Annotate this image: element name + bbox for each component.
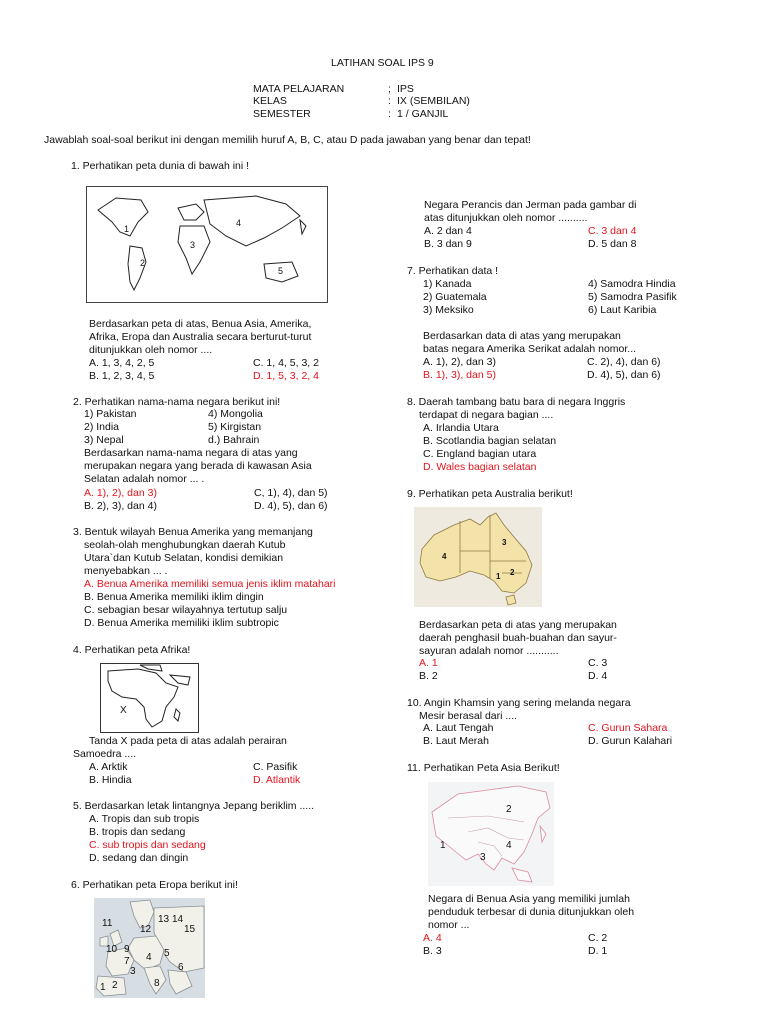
page-title: LATIHAN SOAL IPS 9 <box>331 57 434 69</box>
subject-value: IPS <box>397 83 414 95</box>
q7-option-c[interactable]: C. 2), 4), dan 6) <box>587 356 661 368</box>
q8-option-d[interactable]: D. Wales bagian selatan <box>423 461 537 473</box>
q2-list-item: 2) India <box>84 421 120 433</box>
africa-map <box>100 663 199 733</box>
q5-option-b[interactable]: B. tropis dan sedang <box>89 826 186 838</box>
asia-map-label: 4 <box>506 840 512 851</box>
q1-option-c[interactable]: C. 1, 4, 5, 3, 2 <box>253 357 319 369</box>
africa-map-label: X <box>120 705 127 716</box>
q3-option-d[interactable]: D. Benua Amerika memiliki iklim subtropic <box>84 617 279 629</box>
q9-option-d[interactable]: D. 4 <box>588 670 608 682</box>
semester-value: 1 / GANJIL <box>397 108 449 120</box>
q11-text: nomor ... <box>428 919 470 931</box>
europe-map-label: 13 <box>158 914 170 925</box>
q3-text: Utara`dan Kutub Selatan, kondisi demikian <box>84 552 284 564</box>
europe-map-label: 8 <box>154 978 160 989</box>
instruction: Jawablah soal-soal berikut ini dengan memilih huruf A, B, C, atau D pada jawaban yang benar dan tepat! <box>44 134 531 146</box>
q1-option-d[interactable]: D. 1, 5, 3, 2, 4 <box>253 370 319 382</box>
europe-map-label: 2 <box>112 980 118 991</box>
q9-text: Berdasarkan peta di atas yang merupakan <box>419 619 617 631</box>
q1-prompt: 1. Perhatikan peta dunia di bawah ini ! <box>71 160 250 172</box>
subject-label: MATA PELAJARAN <box>253 83 345 95</box>
subject-sep: ; <box>388 83 391 95</box>
q7-list-item: 5) Samodra Pasifik <box>588 291 677 303</box>
australia-map-label: 4 <box>442 552 447 561</box>
europe-map-label: 10 <box>106 944 118 955</box>
q8-option-b[interactable]: B. Scotlandia bagian selatan <box>423 435 557 447</box>
europe-map-label: 6 <box>178 962 184 973</box>
q2-text: merupakan negara yang berada di kawasan Asia <box>84 460 312 472</box>
q4-text: Samoedra .... <box>73 748 137 760</box>
australia-map-label: 2 <box>510 568 515 577</box>
q5-option-d[interactable]: D. sedang dan dingin <box>89 852 189 864</box>
europe-map-label: 14 <box>172 914 184 925</box>
q7-option-d[interactable]: D. 4), 5), dan 6) <box>587 369 661 381</box>
asia-map <box>428 782 554 886</box>
europe-map-label: 9 <box>124 944 130 955</box>
q9-option-a[interactable]: A. 1 <box>419 657 438 669</box>
q7-prompt: 7. Perhatikan data ! <box>407 265 499 277</box>
q7-list-item: 2) Guatemala <box>423 291 487 303</box>
q11-option-d[interactable]: D. 1 <box>588 945 608 957</box>
q3-text: seolah-olah menghubungkan daerah Kutub <box>84 539 286 551</box>
q1-text: ditunjukkan oleh nomor .... <box>89 344 213 356</box>
europe-map-label: 4 <box>146 952 152 963</box>
q1-option-a[interactable]: A. 1, 3, 4, 2, 5 <box>89 357 155 369</box>
q11-option-b[interactable]: B. 3 <box>423 945 442 957</box>
q2-option-d[interactable]: D. 4), 5), dan 6) <box>254 500 328 512</box>
semester-sep: : <box>388 108 391 120</box>
asia-map-label: 3 <box>480 852 486 863</box>
q2-list-item: d.) Bahrain <box>208 434 260 446</box>
q7-list-item: 3) Meksiko <box>423 304 474 316</box>
q6-option-d[interactable]: D. 5 dan 8 <box>588 238 637 250</box>
australia-map-label: 3 <box>502 538 507 547</box>
q7-list-item: 1) Kanada <box>423 278 472 290</box>
world-map-label: 2 <box>140 258 146 268</box>
europe-map <box>94 898 205 998</box>
q7-option-b[interactable]: B. 1), 3), dan 5) <box>423 369 496 381</box>
q7-text: batas negara Amerika Serikat adalah nomor... <box>423 343 637 355</box>
q7-list-item: 6) Laut Karibia <box>588 304 657 316</box>
q1-text: Afrika, Eropa dan Australia secara berturut-turut <box>89 331 312 343</box>
asia-map-label: 1 <box>440 840 446 851</box>
q2-option-a[interactable]: A. 1), 2), dan 3) <box>84 487 157 499</box>
q8-option-a[interactable]: A. Irlandia Utara <box>423 422 499 434</box>
q10-option-a[interactable]: A. Laut Tengah <box>423 722 494 734</box>
class-sep: : <box>388 95 391 107</box>
q11-option-a[interactable]: A. 4 <box>423 932 442 944</box>
q10-option-b[interactable]: B. Laut Merah <box>423 735 489 747</box>
class-value: IX (SEMBILAN) <box>397 95 470 107</box>
q7-list-item: 4) Samodra Hindia <box>588 278 676 290</box>
europe-map-label: 7 <box>124 956 130 967</box>
q2-prompt: 2. Perhatikan nama-nama negara berikut ini! <box>73 396 281 408</box>
q2-option-b[interactable]: B. 2), 3), dan 4) <box>84 500 157 512</box>
q5-option-a[interactable]: A. Tropis dan sub tropis <box>89 813 200 825</box>
q2-list-item: 3) Nepal <box>84 434 124 446</box>
q10-text: 10. Angin Khamsin yang sering melanda negara <box>407 697 631 709</box>
q3-text: menyebabkan ... . <box>84 565 168 577</box>
q6-text: atas ditunjukkan oleh nomor .......... <box>424 212 588 224</box>
q7-text: Berdasarkan data di atas yang merupakan <box>423 330 621 342</box>
q9-text: sayuran adalah nomor ........... <box>419 645 559 657</box>
europe-map-label: 15 <box>184 924 196 935</box>
q1-text: Berdasarkan peta di atas, Benua Asia, Amerika, <box>89 318 312 330</box>
q6-prompt: 6. Perhatikan peta Eropa berikut ini! <box>71 879 238 891</box>
world-map-label: 1 <box>124 224 130 234</box>
q10-option-d[interactable]: D. Gurun Kalahari <box>588 735 673 747</box>
semester-label: SEMESTER <box>253 108 311 120</box>
q9-prompt: 9. Perhatikan peta Australia berikut! <box>407 488 573 500</box>
q8-option-c[interactable]: C. England bagian utara <box>423 448 537 460</box>
q2-option-c[interactable]: C, 1), 4), dan 5) <box>254 487 328 499</box>
q11-text: Negara di Benua Asia yang memiliki jumlah <box>428 893 630 905</box>
q9-text: daerah penghasil buah-buahan dan sayur- <box>419 632 617 644</box>
q4-option-a[interactable]: A. Arktik <box>89 761 128 773</box>
europe-map-label: 12 <box>140 924 152 935</box>
q11-prompt: 11. Perhatikan Peta Asia Berikut! <box>407 762 560 774</box>
q11-option-c[interactable]: C. 2 <box>588 932 608 944</box>
q1-option-b[interactable]: B. 1, 2, 3, 4, 5 <box>89 370 155 382</box>
q9-option-b[interactable]: B. 2 <box>419 670 438 682</box>
q5-option-c[interactable]: C. sub tropis dan sedang <box>89 839 206 851</box>
asia-map-label: 2 <box>506 804 512 815</box>
q3-option-c[interactable]: C. sebagian besar wilayahnya tertutup salju <box>84 604 288 616</box>
q2-text: Berdasarkan nama-nama negara di atas yang <box>84 447 298 459</box>
q4-option-c[interactable]: C. Pasifik <box>253 761 298 773</box>
europe-map-label: 1 <box>100 982 106 993</box>
world-map-label: 5 <box>278 266 284 276</box>
q6-option-c[interactable]: C. 3 dan 4 <box>588 225 637 237</box>
australia-map-label: 1 <box>496 572 501 581</box>
q4-text: Tanda X pada peta di atas adalah perairan <box>89 735 287 747</box>
q8-text: terdapat di negara bagian .... <box>419 409 554 421</box>
q8-text: 8. Daerah tambang batu bara di negara Inggris <box>407 396 626 408</box>
q3-option-b[interactable]: B. Benua Amerika memiliki iklim dingin <box>84 591 264 603</box>
q2-list-item: 4) Mongolia <box>208 408 263 420</box>
q2-text: Selatan adalah nomor ... . <box>84 473 205 485</box>
europe-map-label: 3 <box>130 966 136 977</box>
q7-option-a[interactable]: A. 1), 2), dan 3) <box>423 356 496 368</box>
q10-text: Mesir berasal dari .... <box>419 710 518 722</box>
q11-text: penduduk terbesar di dunia ditunjukkan oleh <box>428 906 635 918</box>
q6-option-b[interactable]: B. 3 dan 9 <box>424 238 472 250</box>
world-map-label: 3 <box>190 240 196 250</box>
world-map <box>86 186 328 303</box>
europe-map-label: 5 <box>164 948 170 959</box>
q4-option-b[interactable]: B. Hindia <box>89 774 132 786</box>
q9-option-c[interactable]: C. 3 <box>588 657 608 669</box>
q5-prompt: 5. Berdasarkan letak lintangnya Jepang beriklim ..... <box>73 800 315 812</box>
q4-option-d[interactable]: D. Atlantik <box>253 774 301 786</box>
class-label: KELAS <box>253 95 287 107</box>
australia-map <box>414 507 542 607</box>
q3-option-a[interactable]: A. Benua Amerika memiliki semua jenis iklim matahari <box>84 578 336 590</box>
europe-map-label: 11 <box>102 918 113 929</box>
q3-text: 3. Bentuk wilayah Benua Amerika yang memanjang <box>73 526 313 538</box>
q6-text: Negara Perancis dan Jerman pada gambar di <box>424 199 637 211</box>
q4-prompt: 4. Perhatikan peta Afrika! <box>73 644 191 656</box>
q2-list-item: 1) Pakistan <box>84 408 137 420</box>
q10-option-c[interactable]: C. Gurun Sahara <box>588 722 668 734</box>
q2-list-item: 5) Kirgistan <box>208 421 262 433</box>
q6-option-a[interactable]: A. 2 dan 4 <box>424 225 472 237</box>
world-map-label: 4 <box>236 218 242 228</box>
